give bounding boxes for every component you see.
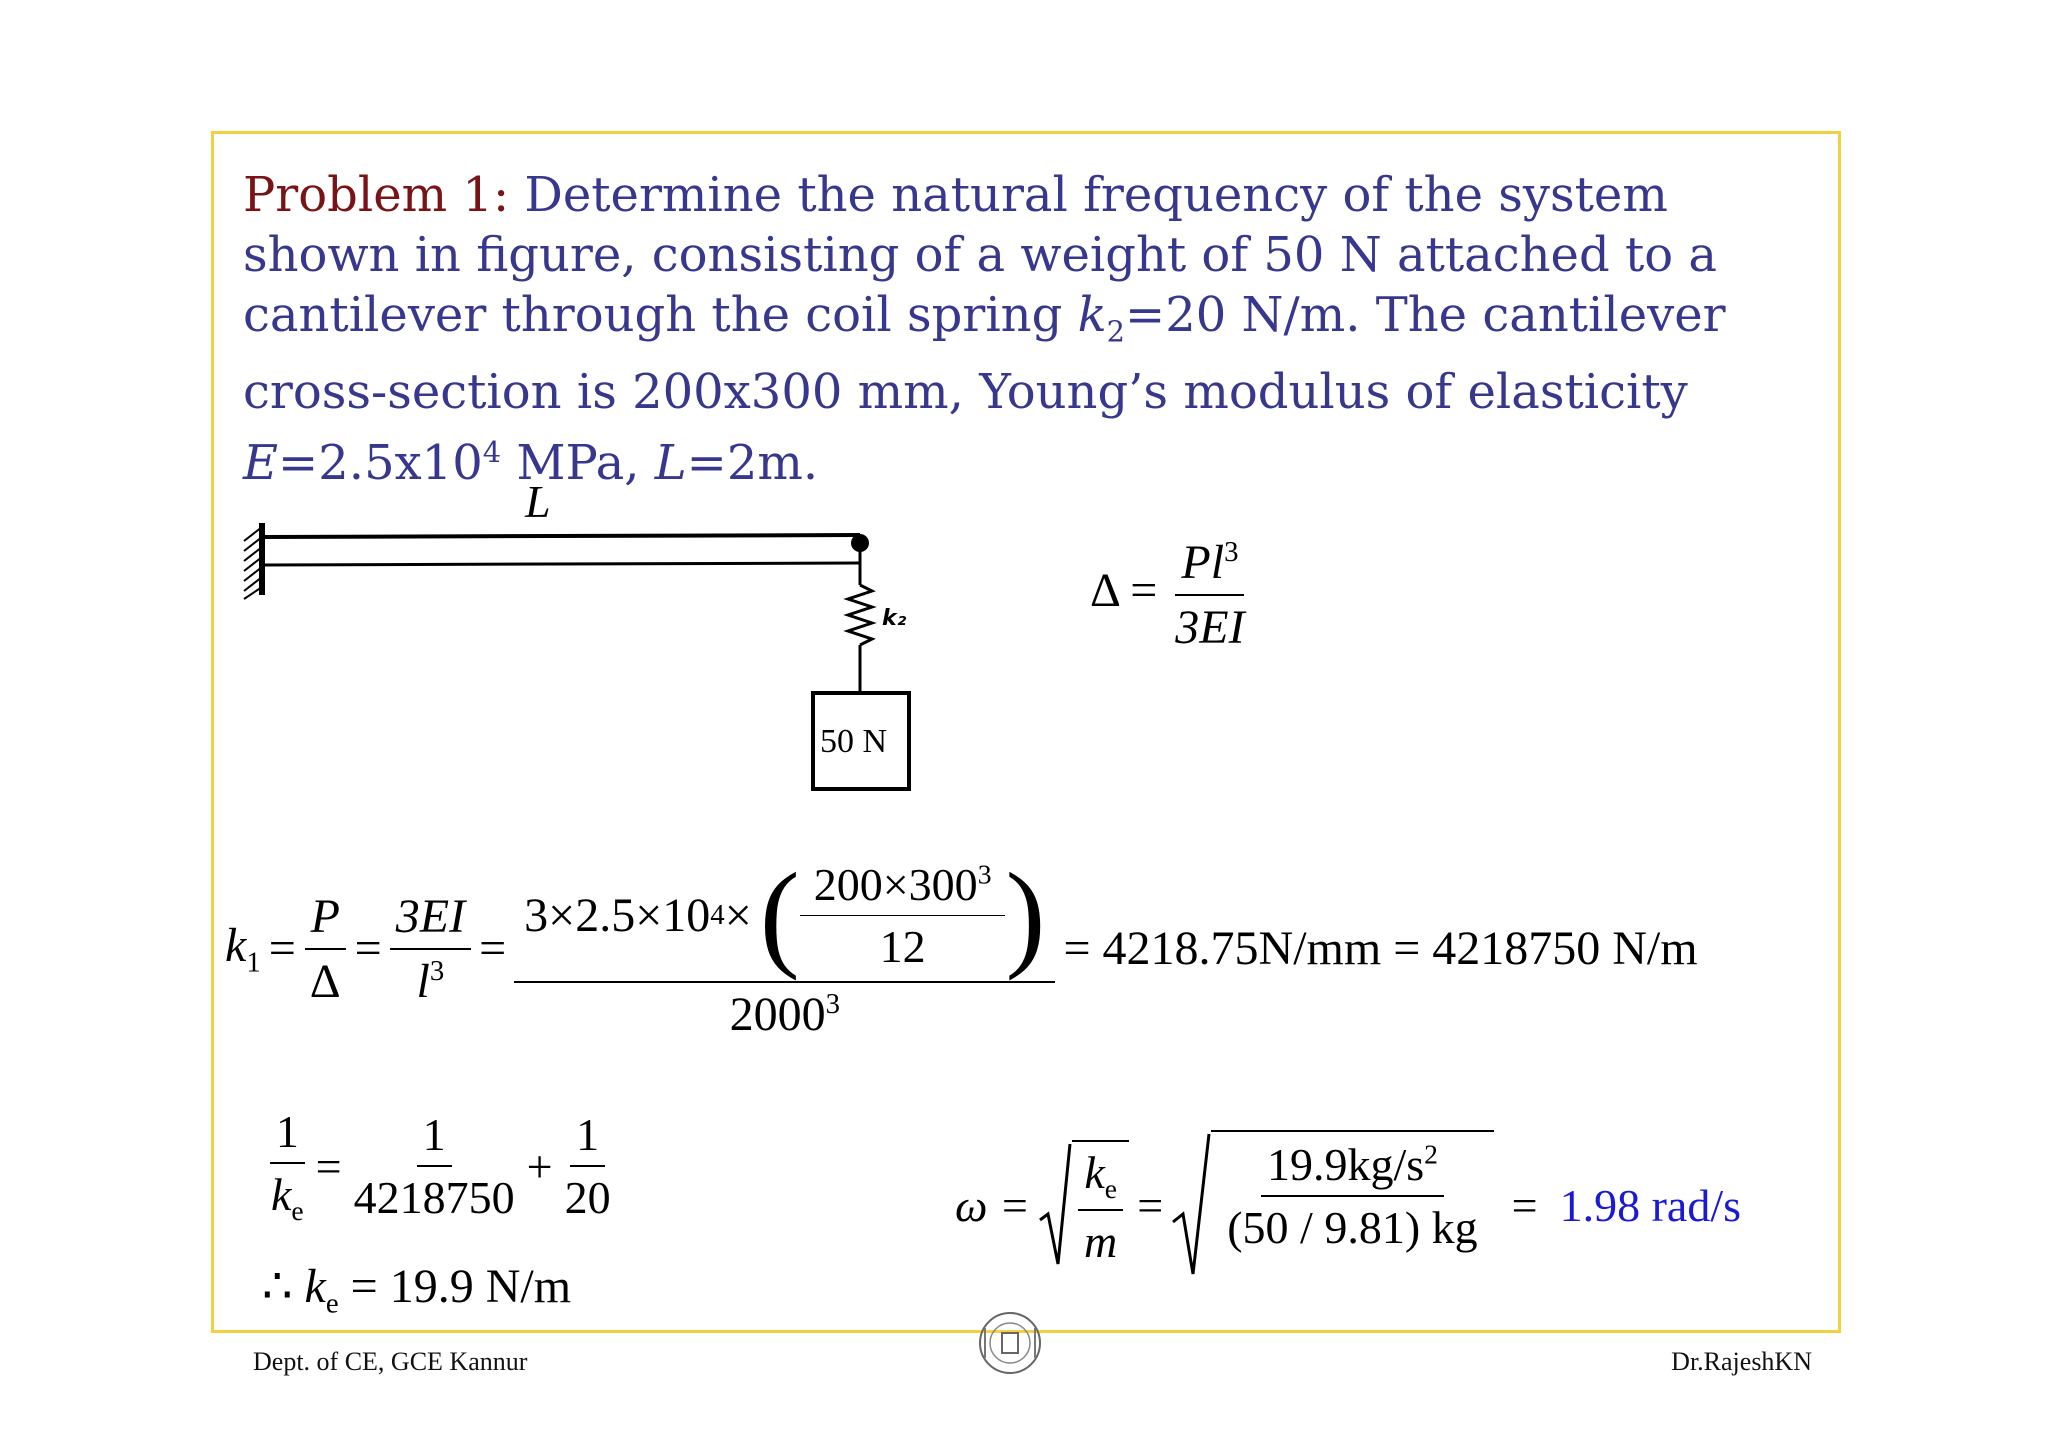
ke-lhs-num: 1 (270, 1105, 305, 1164)
omega-r1-den: m (1084, 1216, 1118, 1268)
ke-fraction-1 (348, 1108, 521, 1224)
problem-text-1: Determine the natural frequency of the system shown in figure, consisting of a weight of 50 N attached to a cantilever through the coil spring (243, 167, 1718, 343)
beam-tip-joint (851, 534, 869, 552)
problem-statement (243, 165, 1803, 493)
omega-radical-1 (1038, 1140, 1129, 1270)
k1-equals-1: = (268, 922, 296, 975)
e-exponent: 4 (482, 434, 502, 469)
k2-subscript: 2 (1106, 314, 1125, 349)
k1-lhs (225, 918, 261, 980)
ke-result-symbol: k (304, 1260, 326, 1313)
problem-text-4: MPa, (501, 434, 655, 491)
right-paren: ) (1005, 848, 1046, 981)
omega-r2-den: (50 / 9.81) kg (1227, 1202, 1478, 1253)
problem-text-2: =20 N/m. The cantilever cross-section is 200x300 mm, Young’s modulus of elasticity (243, 287, 1726, 420)
k1-big-num-pre: 3×2.5×10 (524, 888, 711, 942)
footer-left: Dept. of CE, GCE Kannur (253, 1347, 528, 1376)
ke-result-line (262, 1258, 571, 1321)
ke-fraction-2 (559, 1108, 617, 1224)
problem-label: Problem 1: (243, 167, 510, 223)
k1-f1-den: Δ (309, 954, 341, 1008)
k1-formula (225, 848, 1698, 1042)
omega-equals-2: = (1511, 1179, 1538, 1231)
k1-inner-num: 200×300 (813, 858, 978, 910)
omega-r2-num-exp: 2 (1424, 1138, 1438, 1170)
ke-f2-num: 1 (570, 1108, 605, 1167)
k1-equals-3: = (479, 922, 507, 975)
ke-lhs-den: k (271, 1169, 292, 1220)
k1-big-den: 2000 (729, 988, 826, 1041)
beam-bottom-edge (264, 563, 860, 565)
weight-label: 50 N (820, 723, 888, 760)
k1-f2-den-exp: 3 (429, 954, 445, 987)
beam-length-label: L (525, 476, 551, 527)
ke-equals: = (315, 1140, 342, 1192)
ke-f1-num: 1 (417, 1108, 452, 1167)
k1-f2-num: 3EI (395, 889, 466, 943)
omega-result: 1.98 rad/s (1559, 1179, 1742, 1231)
cantilever-figure (230, 475, 930, 805)
ke-lhs-den-sub: e (291, 1195, 304, 1227)
therefore-symbol: ∴ (262, 1260, 305, 1313)
k1-f2-den: l (416, 954, 430, 1008)
k1-inner-num-exp: 3 (977, 858, 992, 890)
k1-subscript: 1 (246, 946, 261, 979)
problem-text-5: =2m. (686, 434, 819, 491)
l-symbol: L (654, 434, 687, 491)
deflection-num-exp: 3 (1224, 536, 1239, 568)
omega-lhs: ω = (955, 1179, 1031, 1231)
omega-r1-num-sub: e (1104, 1173, 1117, 1205)
footer-right: Dr.RajeshKN (1671, 1347, 1812, 1376)
omega-formula (955, 1130, 1741, 1280)
ke-result-value: = 19.9 N/m (338, 1260, 572, 1313)
k1-fraction-p-delta (304, 889, 347, 1009)
fixed-support-icon (244, 523, 262, 599)
omega-radical-2 (1171, 1130, 1493, 1280)
ke-f2-den: 20 (564, 1172, 611, 1224)
omega-r1-num: k (1084, 1147, 1105, 1198)
problem-text-3: =2.5x10 (278, 434, 483, 491)
k1-symbol: k (225, 918, 247, 972)
k1-inner-den: 12 (879, 920, 926, 972)
e-symbol: E (243, 434, 279, 491)
k1-f1-num: P (310, 889, 340, 943)
k1-big-den-exp: 3 (825, 988, 840, 1020)
deflection-den: 3EI (1175, 601, 1245, 654)
deflection-fraction (1169, 535, 1250, 655)
k1-result: = 4218.75N/mm = 4218750 N/m (1063, 922, 1698, 975)
k1-big-fraction (514, 848, 1055, 1042)
k1-big-num-times: × (724, 888, 752, 942)
deflection-formula (1090, 535, 1251, 655)
spring-label: k₂ (882, 606, 907, 631)
k2-symbol: k (1077, 287, 1107, 343)
sqrt-icon (1038, 1140, 1072, 1270)
k1-inner-fraction (800, 858, 1006, 973)
k1-big-num-exp: 4 (710, 898, 725, 931)
omega-r1-fraction (1078, 1146, 1123, 1268)
deflection-num: Pl (1181, 536, 1225, 589)
sqrt-icon-large (1171, 1130, 1211, 1280)
ke-plus: + (526, 1140, 553, 1192)
omega-r2-fraction (1221, 1138, 1483, 1254)
college-seal-icon (975, 1308, 1045, 1378)
ke-f1-den: 4218750 (353, 1172, 515, 1224)
spring-icon (848, 551, 872, 693)
omega-equals: = (1137, 1179, 1164, 1231)
beam-top-edge (264, 535, 860, 537)
left-paren: ( (759, 848, 800, 981)
ke-result-sub: e (325, 1287, 339, 1320)
omega-r2-num: 19.9kg/s (1266, 1139, 1425, 1190)
k1-fraction-3ei-l3 (390, 889, 471, 1009)
ke-formula (265, 1105, 617, 1227)
deflection-lhs: Δ = (1090, 564, 1158, 618)
ke-lhs-fraction (265, 1105, 310, 1227)
k1-equals-2: = (354, 922, 382, 975)
